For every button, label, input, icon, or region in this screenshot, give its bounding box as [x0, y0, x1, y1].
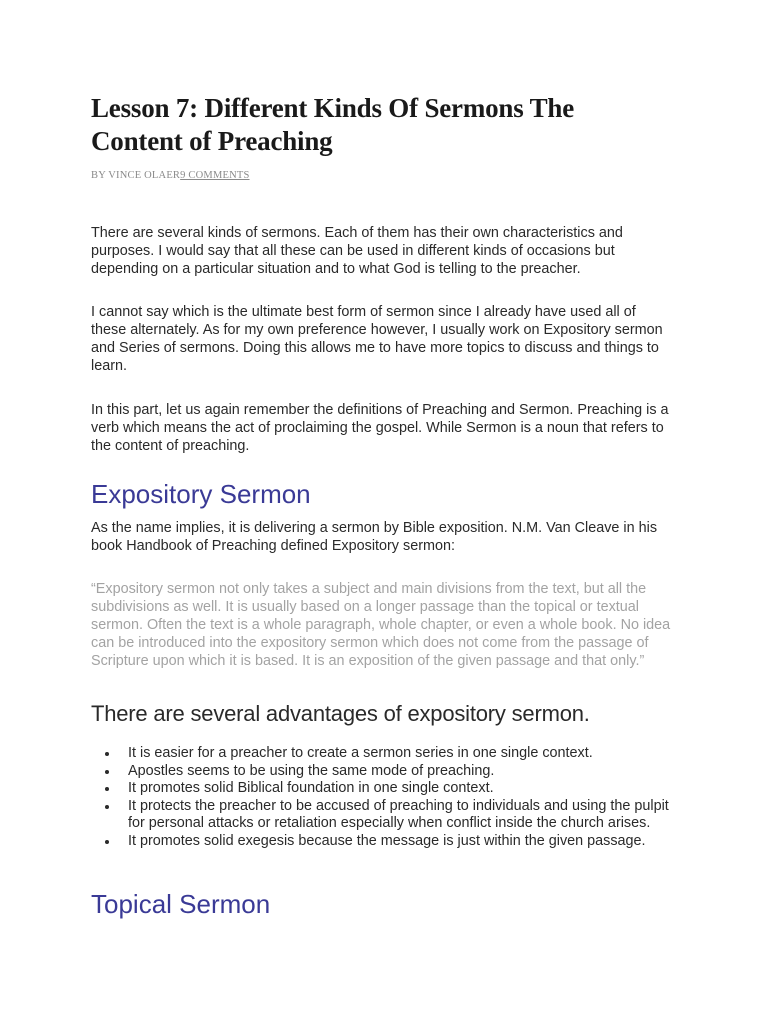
- advantages-heading: There are several advantages of expository sermon.: [91, 701, 590, 726]
- article-title: Lesson 7: Different Kinds Of Sermons The Content of Preaching: [91, 93, 575, 156]
- bullet-icon: [105, 770, 109, 774]
- list-item-text: Apostles seems to be using the same mode of preaching.: [128, 762, 495, 779]
- byline: [91, 169, 250, 183]
- list-item: [128, 763, 675, 781]
- list-item-text: It is easier for a preacher to create a sermon series in one single context.: [128, 745, 593, 761]
- list-item-text: It promotes solid exegesis because the message is just within the given passage.: [128, 832, 646, 849]
- list-item: [128, 833, 675, 851]
- bullet-icon: [105, 840, 109, 844]
- list-item: [128, 798, 675, 833]
- list-item-text: It protects the preacher to be accused of preaching to individuals and using the pulpit for personal attacks or retaliation especially when conflict inside the church arises.: [128, 797, 669, 832]
- author-name: BY VINCE OLAER: [91, 170, 181, 181]
- bullet-icon: [105, 805, 109, 809]
- intro-paragraph-2: I cannot say which is the ultimate best form of sermon since I already have used all of these alternately. As for my own preference however, I usually work on Expository sermon and Series of sermons. Doing this allows me to have more topics to discuss and things to learn.: [91, 304, 663, 374]
- bullet-icon: [105, 752, 109, 756]
- expository-definition-quote: “Expository sermon not only takes a subject and main divisions from the text, but all the subdivisions as well. It is usually based on a longer passage than the topical or textual sermon. Often the text is a whole paragraph, whole chapter, or even a whole book. No idea can be introduced into the expository sermon which does not come from the passage of Scripture upon which it is based. It is an exposition of the given passage and that only.”: [91, 581, 671, 669]
- list-item: [128, 780, 675, 798]
- expository-intro-paragraph: As the name implies, it is delivering a sermon by Bible exposition. N.M. Van Cleave in his book Handbook of Preaching defined Expository sermon:: [91, 520, 658, 554]
- bullet-icon: [105, 787, 109, 791]
- intro-paragraph-1: There are several kinds of sermons. Each of them has their own characteristics and purposes. I would say that all these can be used in different kinds of occasions but depending on a particular situation and to what God is telling to the preacher.: [91, 225, 623, 277]
- list-item-text: It promotes solid Biblical foundation in one single context.: [128, 780, 494, 797]
- advantages-list: [91, 745, 675, 851]
- intro-paragraph-3: In this part, let us again remember the definitions of Preaching and Sermon. Preaching is a verb which means the act of proclaiming the gospel. While Sermon is a noun that refers to the content of preaching.: [91, 402, 669, 454]
- expository-sermon-heading: Expository Sermon: [91, 479, 311, 509]
- topical-sermon-heading: Topical Sermon: [91, 889, 271, 919]
- comments-link[interactable]: 9 COMMENTS: [180, 170, 250, 181]
- list-item: [128, 745, 675, 763]
